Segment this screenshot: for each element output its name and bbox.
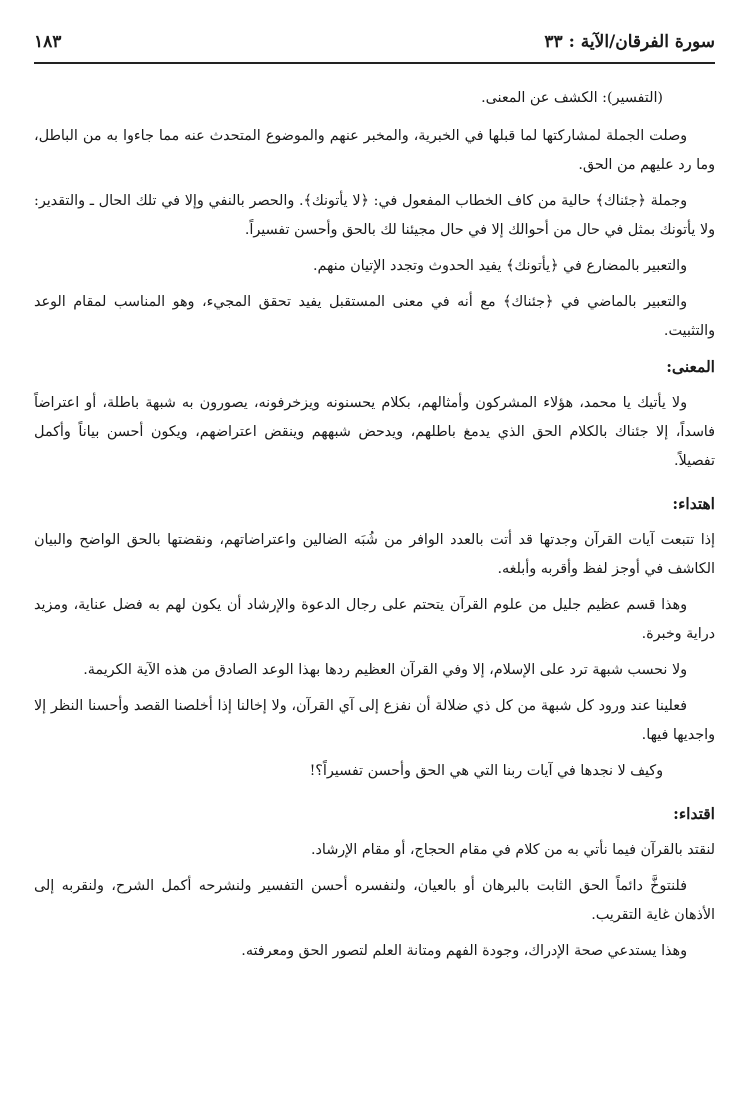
page-body	[34, 84, 715, 973]
paragraph: والتعبير بالماضي في ﴿جئناك﴾ مع أنه في معنى المستقبل يفيد تحقق المجيء، وهو المناسب لمقام الوعد والتثبيت.	[34, 294, 715, 339]
paragraph: وكيف لا نجدها في آيات ربنا التي هي الحق وأحسن تفسيراً؟!	[309, 763, 663, 779]
page-number: ١٨٣	[34, 32, 62, 52]
section-heading-guidance: اهتداء:	[672, 494, 715, 513]
paragraph: إذا تتبعت آيات القرآن وجدتها قد أتت بالعدد الوافر من شُبَه الضالين واعتراضاتهم، ونقضتها بالحق الواضح والبيان الكاشف في أوجز لفظ وأقربه وأبلغه.	[34, 532, 715, 577]
paragraph: والتعبير بالمضارع في ﴿يأتونك﴾ يفيد الحدوث وتجدد الإتيان منهم.	[312, 258, 687, 274]
paragraph: وهذا يستدعي صحة الإدراك، وجودة الفهم ومتانة العلم لتصور الحق ومعرفته.	[241, 943, 687, 959]
section-heading-following: اقتداء:	[673, 804, 715, 823]
page-header	[34, 28, 715, 64]
paragraph: فعلينا عند ورود كل شبهة من كل ذي ضلالة أن نفزع إلى آي القرآن، ولا إخالنا إذا أخلصنا القصد وأحسنا النظر إلا واجديها فيها.	[34, 698, 715, 743]
paragraph: فلنتوخَّ دائماً الحق الثابت بالبرهان أو بالعيان، ولنفسره أحسن التفسير ولنشرحه أكمل الشرح، ولنقربه إلى الأذهان غاية التقريب.	[34, 878, 715, 923]
paragraph: ولا نحسب شبهة ترد على الإسلام، إلا وفي القرآن العظيم ردها بهذا الوعد الصادق من هذه الآية الكريمة.	[83, 662, 687, 678]
section-heading-meaning: المعنى:	[666, 357, 715, 376]
paragraph: ولا يأتيك يا محمد، هؤلاء المشركون وأمثالهم، بكلام يحسنونه ويزخرفونه، يصورون به شبهة باطلة، أو اعتراضاً فاسداً، إلا جئناك بالكلام الحق الذي يدمغ باطلهم، ويدحض شبههم وينقض اعتراضهم، ويكون أحسن بياناً وأكمل تفصيلاً.	[34, 395, 715, 469]
running-title: سورة الفرقان/الآية : ٣٣	[544, 32, 715, 52]
paragraph: وجملة ﴿جئناك﴾ حالية من كاف الخطاب المفعول في: ﴿لا يأتونك﴾. والحصر بالنفي وإلا في تلك الحال ـ والتقدير: ولا يأتونك بمثل في حال من أحوالك إلا في حال مجيئنا لك بالحق وأحسن تفسيراً.	[34, 193, 715, 238]
paragraph: وصلت الجملة لمشاركتها لما قبلها في الخبرية، والمخبر عنهم والموضوع المتحدث عنه مما جاءوا به من الباطل، وما رد عليهم من الحق.	[34, 128, 715, 173]
paragraph: (التفسير): الكشف عن المعنى.	[481, 90, 663, 106]
paragraph: لنقتد بالقرآن فيما نأتي به من كلام في مقام الحجاج، أو مقام الإرشاد.	[311, 842, 715, 858]
paragraph: وهذا قسم عظيم جليل من علوم القرآن يتحتم على رجال الدعوة والإرشاد أن يكون لهم به فضل عناية، ومزيد دراية وخبرة.	[34, 597, 715, 642]
